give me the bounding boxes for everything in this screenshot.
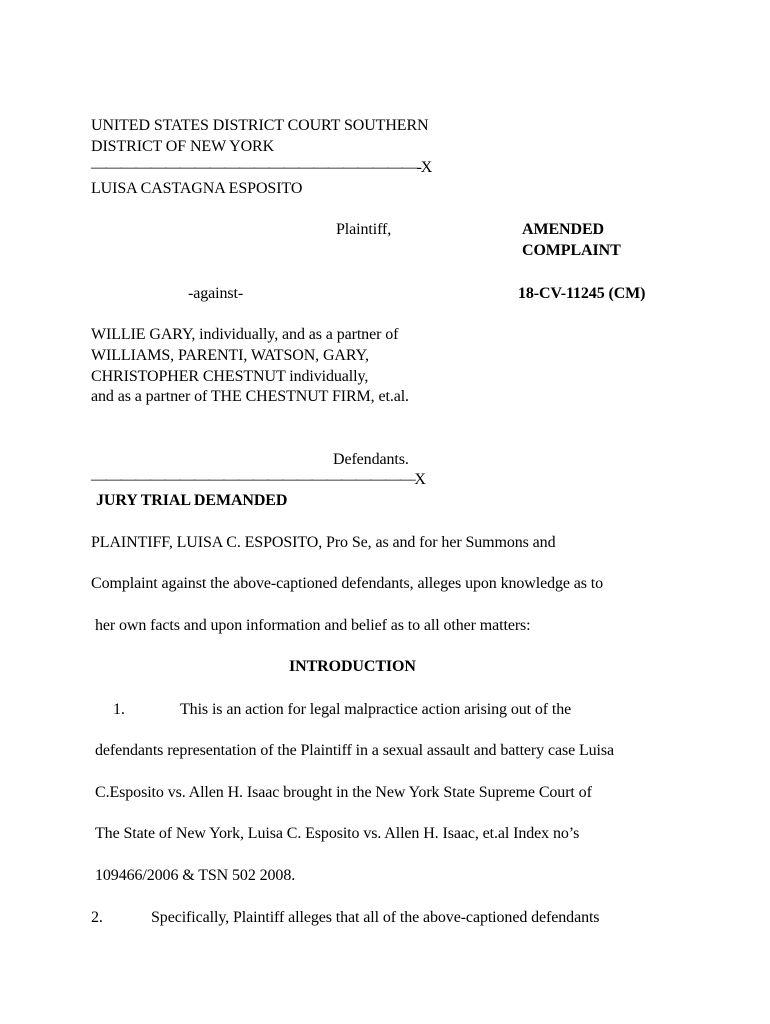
court-name-line-2: DISTRICT OF NEW YORK xyxy=(91,138,275,155)
paragraph-2-line-1: Specifically, Plaintiff alleges that all of the above-captioned defendants xyxy=(151,909,600,926)
paragraph-1-line-3: C.Esposito vs. Allen H. Isaac brought in the New York State Supreme Court of xyxy=(95,784,592,801)
paragraph-1-line-4: The State of New York, Luisa C. Esposito vs. Allen H. Isaac, et.al Index no’s xyxy=(95,825,580,842)
paragraph-1-line-5: 109466/2006 & TSN 502 2008. xyxy=(95,867,296,884)
section-heading-introduction: INTRODUCTION xyxy=(289,658,416,675)
court-name-line-1: UNITED STATES DISTRICT COURT SOUTHERN xyxy=(91,117,429,134)
document-title-line-2: COMPLAINT xyxy=(522,242,621,259)
caption-rule-top: ——————————————————————-X xyxy=(91,159,432,176)
intro-paragraph-line-2: Complaint against the above-captioned defendants, alleges upon knowledge as to xyxy=(91,575,604,592)
defendants-line-2: WILLIAMS, PARENTI, WATSON, GARY, xyxy=(91,347,369,364)
defendants-line-3: CHRISTOPHER CHESTNUT individually, xyxy=(91,368,369,385)
plaintiff-name: LUISA CASTAGNA ESPOSITO xyxy=(91,180,303,197)
paragraph-1-line-1: This is an action for legal malpractice action arising out of the xyxy=(180,701,572,718)
case-number: 18-CV-11245 (CM) xyxy=(518,285,646,302)
paragraph-1-line-2: defendants representation of the Plaintiff in a sexual assault and battery case Luisa xyxy=(95,742,615,759)
intro-paragraph-line-1: PLAINTIFF, LUISA C. ESPOSITO, Pro Se, as and for her Summons and xyxy=(91,534,556,551)
defendants-line-4: and as a partner of THE CHESTNUT FIRM, et.al. xyxy=(91,388,409,405)
paragraph-2-number: 2. xyxy=(91,909,103,926)
plaintiff-label: Plaintiff, xyxy=(336,221,392,238)
caption-rule-bottom: ——————————————————————X xyxy=(91,471,425,488)
defendants-line-1: WILLIE GARY, individually, and as a partner of xyxy=(91,326,399,343)
paragraph-1-number: 1. xyxy=(113,701,125,718)
against-label: -against- xyxy=(188,285,244,302)
defendants-label: Defendants. xyxy=(333,451,409,468)
jury-trial-demand: JURY TRIAL DEMANDED xyxy=(96,492,288,509)
intro-paragraph-line-3: her own facts and upon information and belief as to all other matters: xyxy=(95,617,531,634)
document-title-line-1: AMENDED xyxy=(522,221,604,238)
